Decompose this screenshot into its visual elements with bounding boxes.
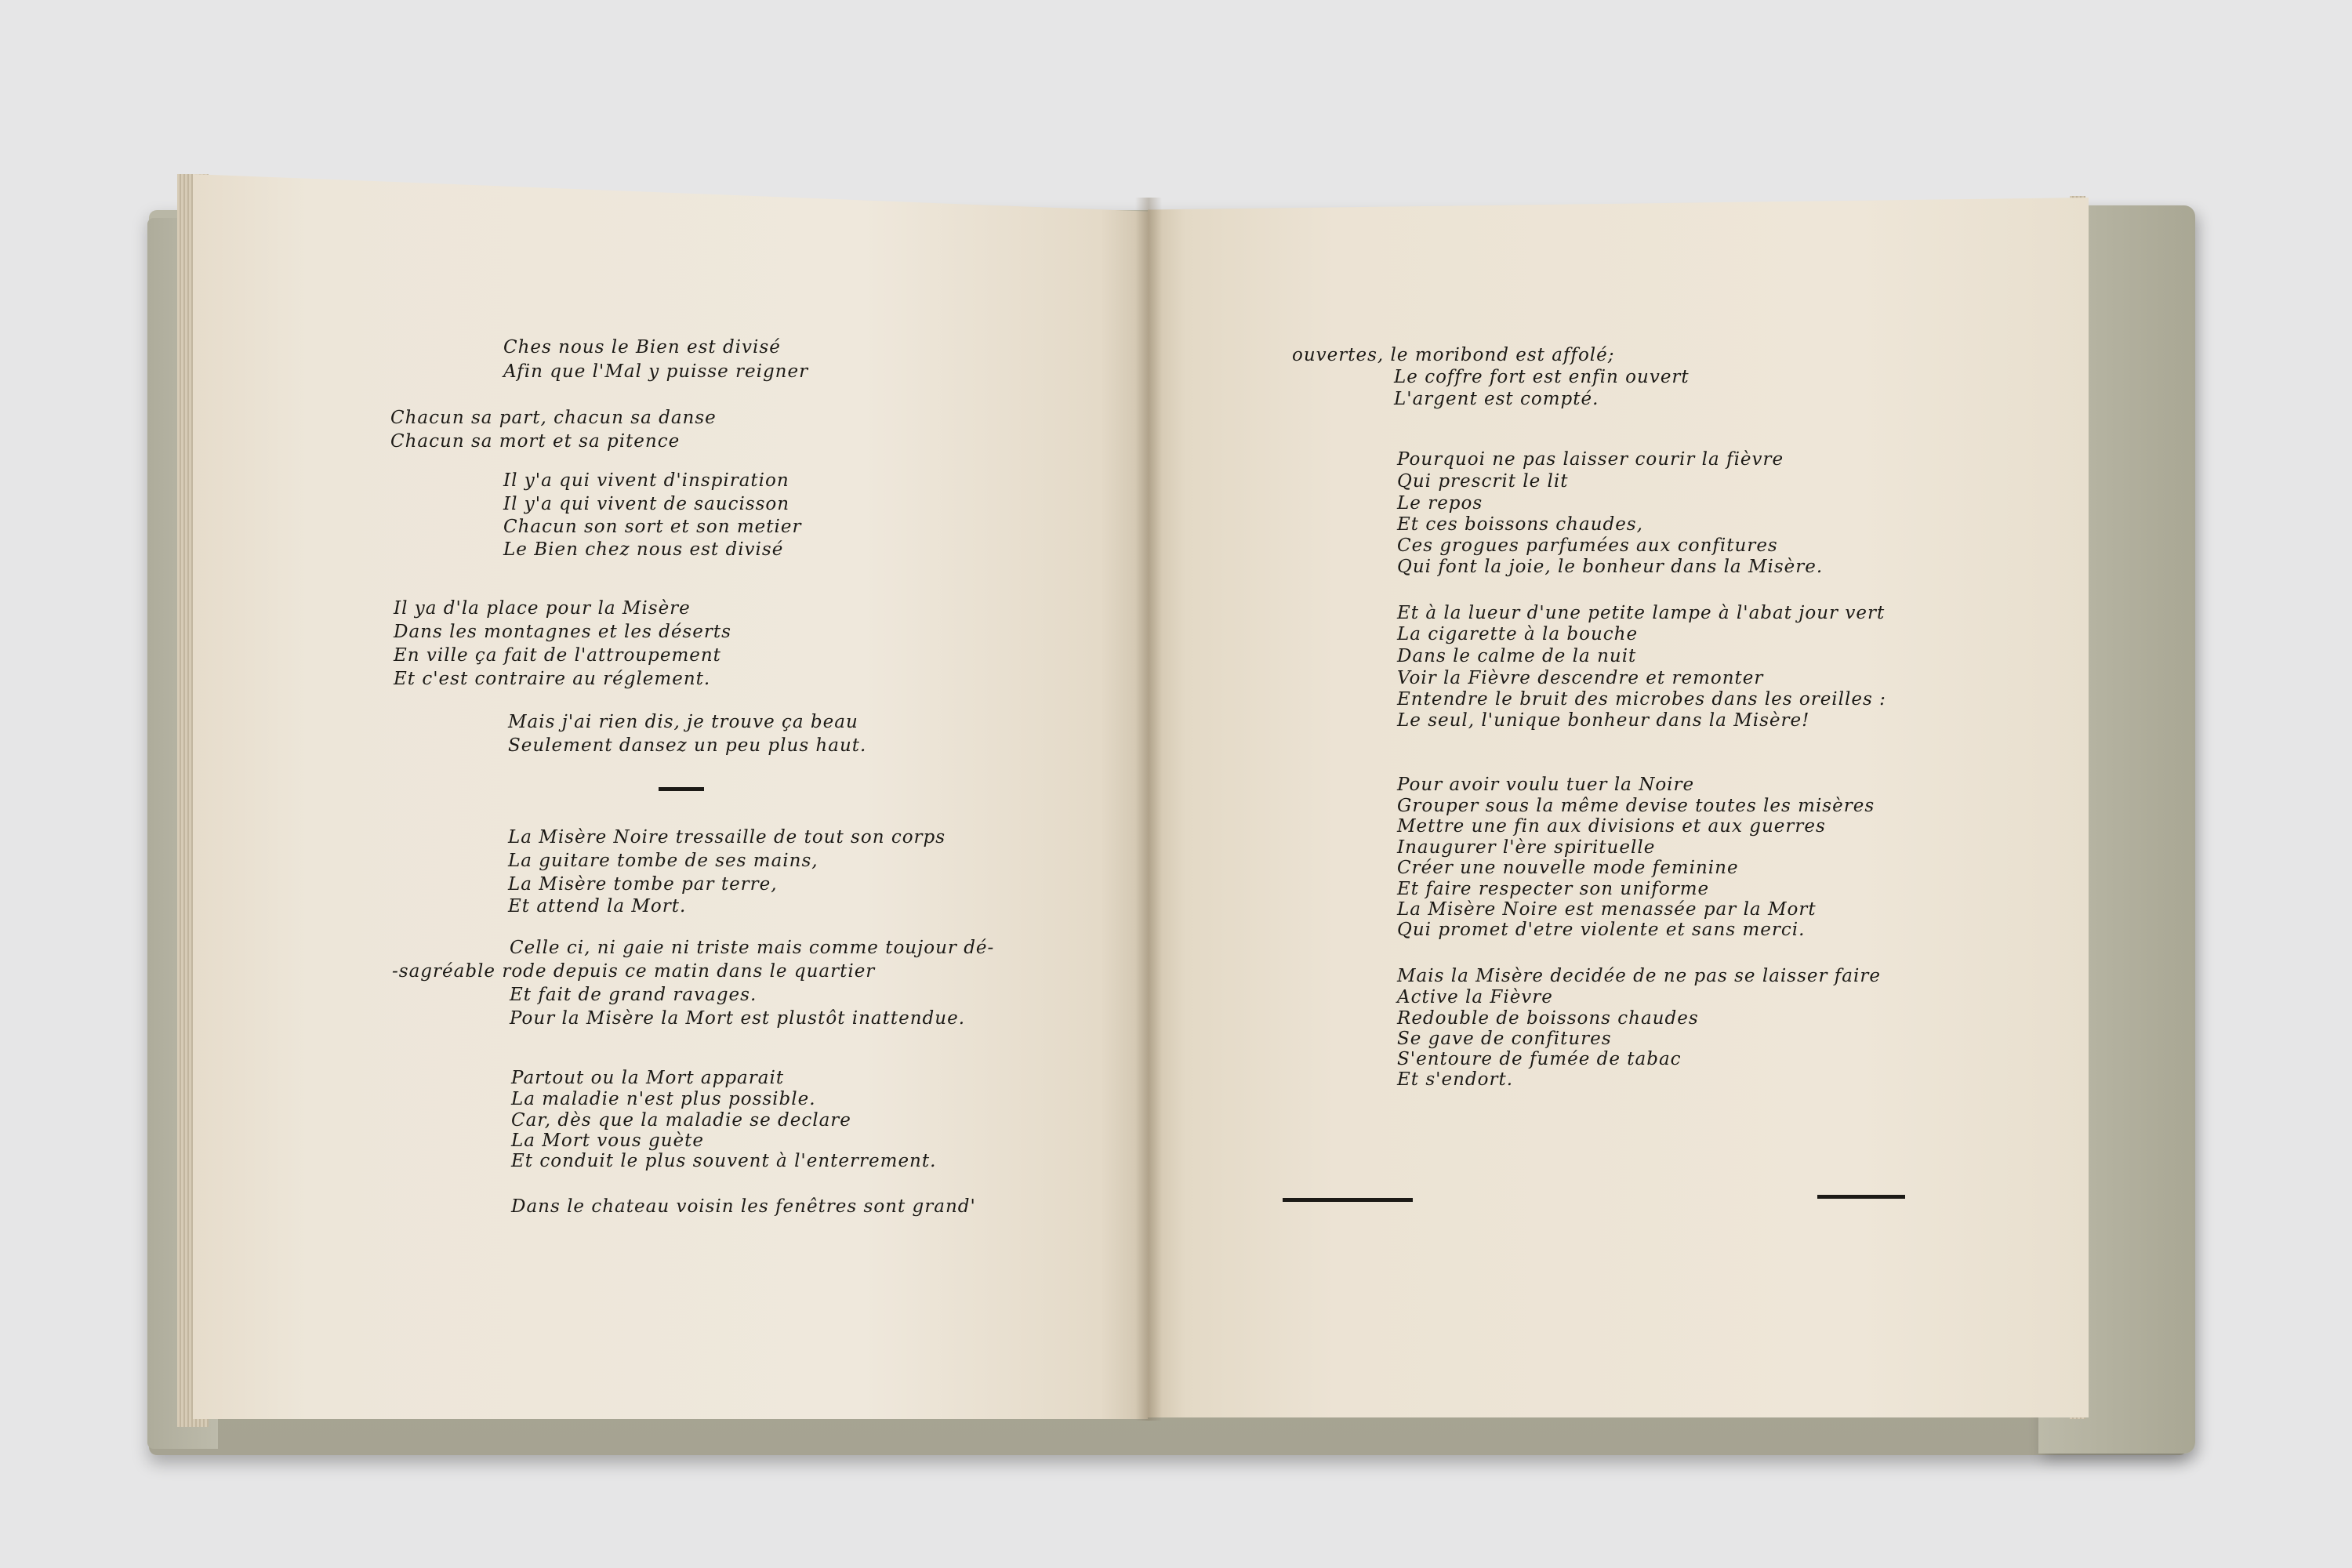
poem-line: Mais la Misère decidée de ne pas se laisser faire	[1397, 966, 1881, 986]
poem-line: Pour la Misère la Mort est plustôt inattendue.	[510, 1008, 966, 1029]
poem-line: Et attend la Mort.	[508, 896, 687, 916]
book-gutter	[1135, 198, 1162, 1421]
poem-line: La Mort vous guète	[511, 1131, 705, 1151]
poem-line: Qui prescrit le lit	[1397, 471, 1569, 492]
poem-line: Le seul, l'unique bonheur dans la Misère!	[1397, 710, 1810, 731]
poem-line: Partout ou la Mort apparait	[511, 1068, 785, 1088]
poem-line: Il ya d'la place pour la Misère	[394, 598, 691, 619]
poem-line: Et à la lueur d'une petite lampe à l'abat jour vert	[1397, 603, 1886, 623]
poem-line: ouvertes, le moribond est affolé;	[1292, 345, 1615, 365]
poem-line: Et conduit le plus souvent à l'enterrement.	[511, 1151, 937, 1171]
poem-line: Le coffre fort est enfin ouvert	[1394, 367, 1690, 387]
poem-line: Dans les montagnes et les déserts	[394, 622, 731, 642]
poem-line: Dans le calme de la nuit	[1397, 646, 1637, 666]
poem-line: Pour avoir voulu tuer la Noire	[1397, 775, 1695, 795]
page-end-rule-right	[1817, 1195, 1905, 1199]
poem-line: Et fait de grand ravages.	[510, 985, 757, 1005]
poem-line: -sagréable rode depuis ce matin dans le quartier	[392, 961, 876, 982]
poem-line: Qui promet d'etre violente et sans merci.	[1397, 920, 1806, 940]
poem-line: Ches nous le Bien est divisé	[503, 337, 781, 358]
poem-line: Car, dès que la maladie se declare	[511, 1110, 851, 1131]
poem-line: Voir la Fièvre descendre et remonter	[1397, 668, 1764, 688]
poem-line: Et faire respecter son uniforme	[1397, 879, 1710, 899]
poem-line: Chacun sa part, chacun sa danse	[390, 408, 717, 428]
poem-line: La Misère tombe par terre,	[508, 874, 778, 895]
poem-line: La Misère Noire est menassée par la Mort	[1397, 899, 1817, 920]
poem-line: En ville ça fait de l'attroupement	[394, 645, 721, 666]
poem-line: Pourquoi ne pas laisser courir la fièvre	[1397, 449, 1784, 470]
poem-line: Afin que l'Mal y puisse reigner	[503, 361, 809, 382]
poem-line: Chacun sa mort et sa pitence	[390, 431, 681, 452]
poem-line: Et s'endort.	[1397, 1069, 1514, 1090]
poem-line: Redouble de boissons chaudes	[1397, 1008, 1699, 1029]
page-end-rule-left	[1283, 1198, 1413, 1202]
poem-line: Mettre une fin aux divisions et aux guerres	[1397, 816, 1826, 837]
poem-line: Le repos	[1397, 493, 1483, 514]
poem-line: Qui font la joie, le bonheur dans la Misère.	[1397, 557, 1824, 577]
poem-line: Chacun son sort et son metier	[503, 517, 802, 537]
poem-line: Seulement dansez un peu plus haut.	[508, 735, 867, 756]
poem-line: Entendre le bruit des microbes dans les oreilles :	[1397, 689, 1886, 710]
poem-line: Ces grogues parfumées aux confitures	[1397, 535, 1778, 556]
poem-line: La maladie n'est plus possible.	[511, 1089, 816, 1109]
poem-line: Active la Fièvre	[1397, 987, 1553, 1007]
poem-line: Et ces boissons chaudes,	[1397, 514, 1643, 535]
poem-line: Dans le chateau voisin les fenêtres sont grand'	[511, 1196, 976, 1217]
poem-line: Mais j'ai rien dis, je trouve ça beau	[508, 712, 858, 732]
poem-line: Il y'a qui vivent de saucisson	[503, 494, 790, 514]
poem-line: L'argent est compté.	[1394, 389, 1599, 409]
poem-line: La cigarette à la bouche	[1397, 624, 1639, 644]
poem-line: Grouper sous la même devise toutes les misères	[1397, 796, 1875, 816]
poem-line: Et c'est contraire au réglement.	[394, 669, 711, 689]
poem-line: Il y'a qui vivent d'inspiration	[503, 470, 789, 491]
poem-line: Celle ci, ni gaie ni triste mais comme toujour dé-	[510, 938, 995, 958]
poem-line: Créer une nouvelle mode feminine	[1397, 858, 1739, 878]
poem-line: Inaugurer l'ère spirituelle	[1397, 837, 1656, 858]
poem-line: Le Bien chez nous est divisé	[503, 539, 784, 560]
poem-line: La Misère Noire tressaille de tout son corps	[508, 827, 946, 848]
section-divider	[659, 787, 704, 791]
poem-line: La guitare tombe de ses mains,	[508, 851, 818, 871]
poem-line: S'entoure de fumée de tabac	[1397, 1049, 1682, 1069]
poem-line: Se gave de confitures	[1397, 1029, 1612, 1049]
